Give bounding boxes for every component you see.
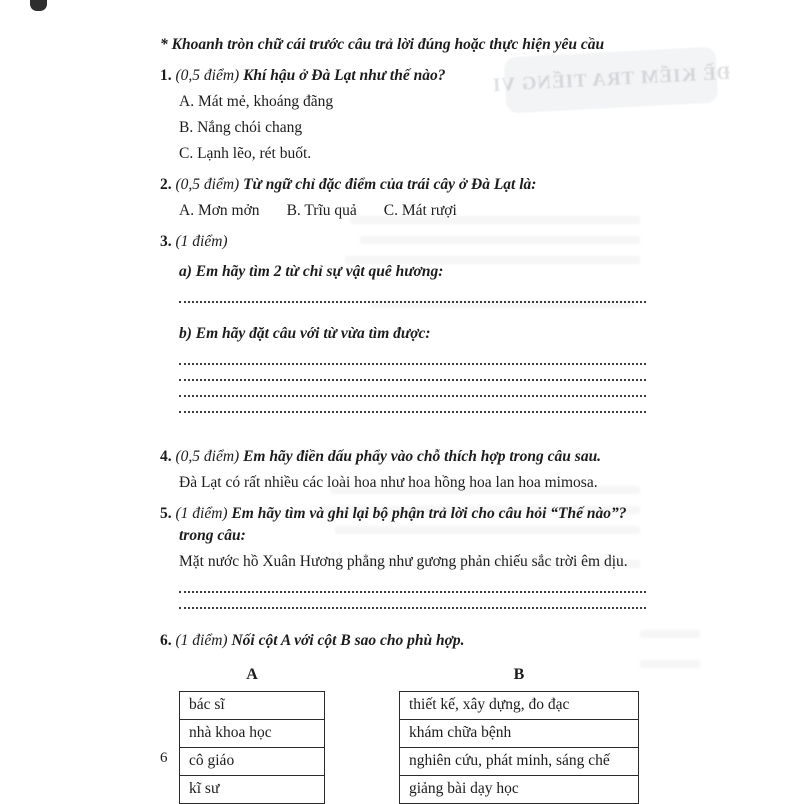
- table-row: [180, 691, 325, 719]
- column-b-cell: thiết kế, xây dựng, đo đạc: [400, 691, 639, 719]
- question-6-points: (1 điểm): [175, 632, 228, 649]
- question-5-points: (1 điểm): [175, 505, 228, 522]
- match-tables: [179, 691, 646, 804]
- column-b-cell: giảng bài dạy học: [400, 775, 639, 803]
- bleedthrough-text: ĐỀ KIỂM TRA TIẾNG VI: [491, 62, 731, 97]
- column-a-cell: bác sĩ: [180, 691, 325, 719]
- question-1-prompt: Khí hậu ở Đà Lạt như thế nào?: [243, 67, 446, 84]
- column-a-cell: cô giáo: [180, 747, 325, 775]
- question-1-number: 1.: [160, 67, 172, 84]
- match-column-headers: [179, 664, 646, 687]
- column-b-cell: khám chữa bệnh: [400, 719, 639, 747]
- question-3-points: (1 điểm): [175, 233, 228, 250]
- q3-part-b: b) Em hãy đặt câu với từ vừa tìm được:: [179, 325, 431, 342]
- question-6-prompt: Nối cột A với cột B sao cho phù hợp.: [231, 632, 465, 649]
- question-2: [160, 174, 646, 196]
- table-row: [400, 747, 639, 775]
- table-row: [180, 719, 325, 747]
- question-4-prompt: Em hãy điền dấu phẩy vào chỗ thích hợp trong câu sau.: [243, 448, 602, 465]
- column-b-table: [399, 691, 639, 804]
- question-6: [160, 630, 646, 652]
- answer-line: [179, 375, 646, 381]
- question-1: [160, 65, 646, 87]
- answer-line: [179, 359, 646, 365]
- q2-option-b: B. Trĩu quả: [286, 202, 357, 219]
- column-b-cell: nghiên cứu, phát minh, sáng chế: [400, 747, 639, 775]
- answer-line: [179, 391, 646, 397]
- column-a-cell: nhà khoa học: [180, 719, 325, 747]
- question-5: [160, 503, 646, 547]
- page-number: 6: [160, 750, 168, 766]
- column-a-header: A: [246, 666, 258, 683]
- table-row: [400, 719, 639, 747]
- table-row: [400, 691, 639, 719]
- question-3-number: 3.: [160, 233, 172, 250]
- answer-line: [179, 587, 646, 593]
- table-row: [400, 775, 639, 803]
- table-row: [180, 747, 325, 775]
- test-instruction: * Khoanh tròn chữ cái trước câu trả lời đúng hoặc thực hiện yêu cầu: [160, 36, 605, 53]
- question-3: [160, 231, 646, 253]
- question-2-prompt: Từ ngữ chỉ đặc điểm của trái cây ở Đà Lạt là:: [243, 176, 537, 193]
- q1-option-a: A. Mát mẻ, khoáng đãng: [179, 93, 334, 110]
- column-a-cell: kĩ sư: [180, 775, 325, 803]
- q3-part-a: a) Em hãy tìm 2 từ chỉ sự vật quê hương:: [179, 263, 444, 280]
- bleedthrough-smudge: [640, 660, 700, 668]
- q1-option-b: B. Nắng chói chang: [179, 119, 303, 136]
- test-content: [160, 34, 646, 804]
- scan-corner-mark: [30, 0, 47, 11]
- question-5-prompt: Em hãy tìm và ghi lại bộ phận trả lời cho câu hỏi “Thế nào”? trong câu:: [179, 505, 627, 544]
- q2-option-c: C. Mát rượi: [383, 202, 457, 219]
- question-1-points: (0,5 điểm): [175, 67, 240, 84]
- q5-sentence: Mặt nước hồ Xuân Hương phẳng như gương phản chiếu sắc trời êm dịu.: [179, 553, 628, 570]
- q1-option-c: C. Lạnh lẽo, rét buốt.: [179, 145, 312, 162]
- table-row: [180, 775, 325, 803]
- q2-options-row: [179, 200, 646, 222]
- question-5-number: 5.: [160, 505, 172, 522]
- column-a-table: [179, 691, 325, 804]
- question-2-points: (0,5 điểm): [175, 176, 240, 193]
- question-4-points: (0,5 điểm): [175, 448, 240, 465]
- question-4-number: 4.: [160, 448, 172, 465]
- column-b-header: B: [513, 666, 525, 683]
- question-6-number: 6.: [160, 632, 172, 649]
- question-4: [160, 446, 646, 468]
- q2-option-a: A. Mơn mởn: [179, 202, 260, 219]
- question-2-number: 2.: [160, 176, 172, 193]
- q4-sentence: Đà Lạt có rất nhiều các loài hoa như hoa hồng hoa lan hoa mimosa.: [179, 474, 598, 491]
- bleedthrough-smudge: [640, 630, 700, 638]
